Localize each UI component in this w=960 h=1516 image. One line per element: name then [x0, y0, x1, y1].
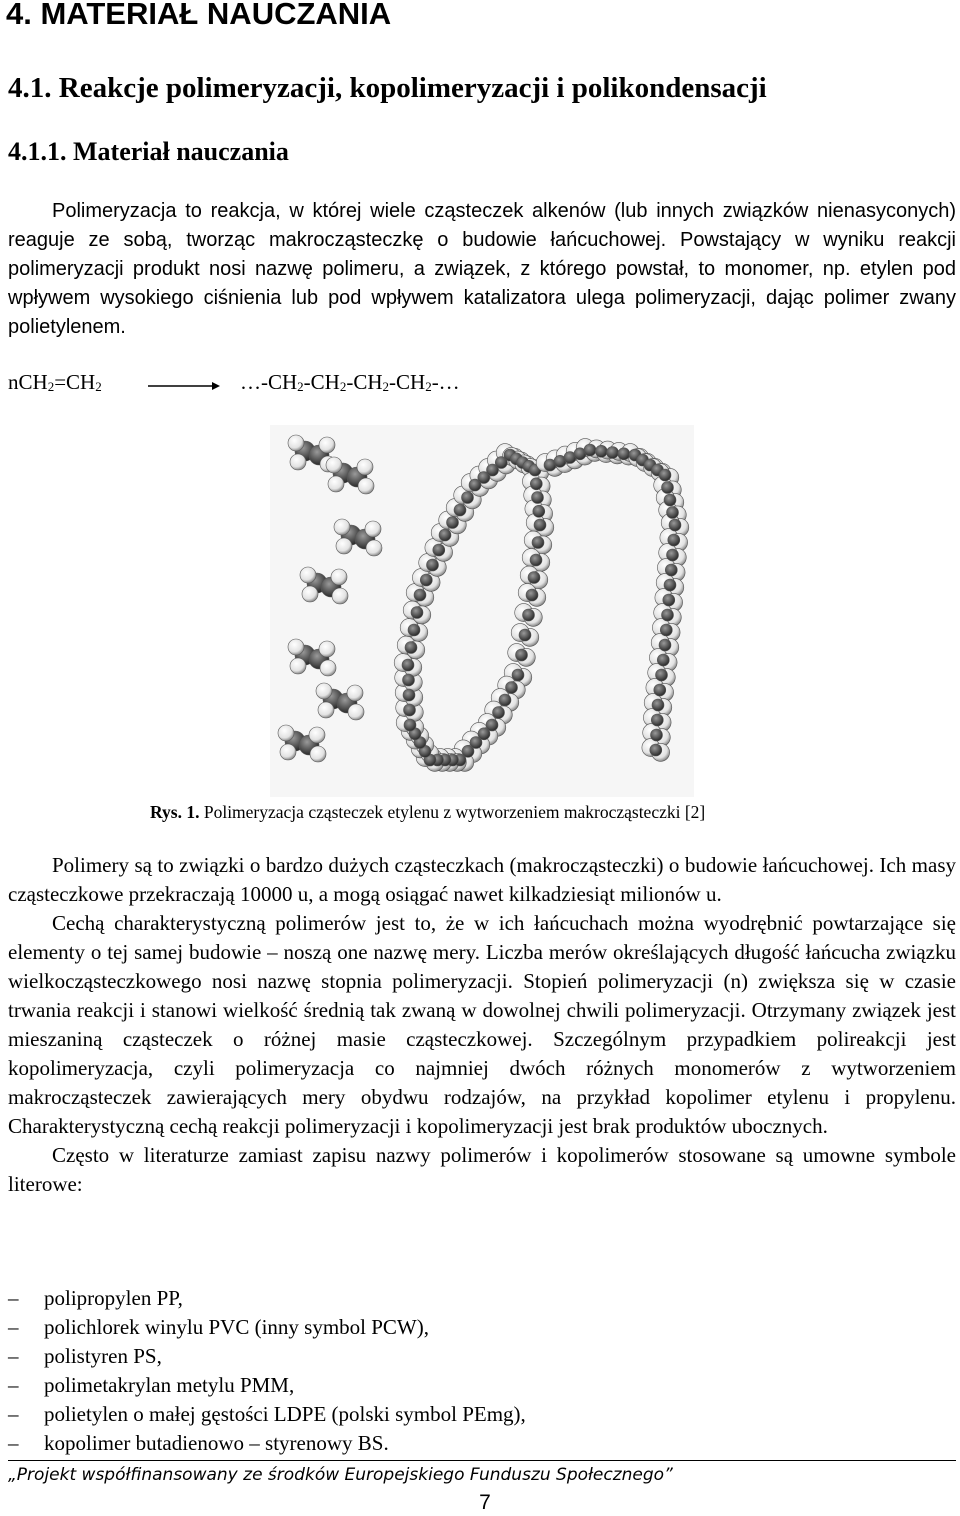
intro-text: Polimeryzacja to reakcja, w której wiele cząsteczek alkenów (lub innych związków nienasyconych) reaguje ze sobą, tworząc makrocząsteczkę o budowie łańcuchowej. Powstający w wyniku reakcji polimeryzacji produkt nosi nazwę polimeru, a związek, z którego powstał, to monomer, np. etylen pod wpływem wysokiego ciśnienia lub pod wpływem katalizatora ulega polimeryzacji, dając polimer zwany polietylenem. — [8, 200, 956, 338]
footer-divider — [8, 1460, 956, 1461]
list-item — [8, 1400, 526, 1429]
polymerization-equation — [8, 370, 568, 400]
subsection-heading: 4.1.1. Materiał nauczania — [8, 137, 289, 166]
product: $\dots-CH_2-CH_2-CH_2-CH_2-\dots$ — [240, 370, 460, 394]
body-text — [8, 851, 956, 1199]
section-heading: 4.1. Reakcje polimeryzacji, kopolimeryzacji i polikondensacji — [8, 72, 767, 104]
dash-bullet: – — [8, 1402, 19, 1426]
list-item-text: polipropylen PP, — [44, 1286, 183, 1310]
list-item-text: polietylen o małej gęstości LDPE (polski symbol PEmg), — [44, 1402, 526, 1426]
polymer-symbol-list — [8, 1284, 526, 1458]
dash-bullet: – — [8, 1431, 19, 1455]
paragraph-symbols: Często w literaturze zamiast zapisu nazwy polimerów i kopolimerów stosowane są umowne symbole literowe: — [8, 1143, 956, 1196]
list-item — [8, 1342, 526, 1371]
dash-bullet: – — [8, 1315, 19, 1339]
intro-paragraph — [8, 197, 956, 342]
list-item-text: polimetakrylan metylu PMM, — [44, 1373, 295, 1397]
chapter-heading: 4. MATERIAŁ NAUCZANIA — [6, 0, 392, 31]
list-item-text: polichlorek winylu PVC (inny symbol PCW), — [44, 1315, 429, 1339]
paragraph-polymers: Polimery są to związki o bardzo dużych cząsteczkach (makrocząsteczki) o budowie łańcuchowej. Ich masy cząsteczkowe przekraczają 10000 u, a mogą osiągać nawet kilkadziesiąt milionów u. — [8, 853, 956, 906]
list-item-text: kopolimer butadienowo – styrenowy BS. — [44, 1431, 389, 1455]
footer-project-note: „Projekt współfinansowany ze środków Europejskiego Funduszu Społecznego” — [8, 1465, 673, 1485]
paragraph-mers: Cechą charakterystyczną polimerów jest to, że w ich łańcuchach można wyodrębnić powtarzające się elementy o tej samej budowie – noszą one nazwę mery. Liczba merów określających długość łańcucha związku wielkocząsteczkowego nosi nazwę stopnia polimeryzacji. Stopień polimeryzacji (n) zwiększa się w czasie trwania reakcji i stanowi wielkość średnią tak zwaną w dowolnej chwili polimeryzacji. Otrzymany związek jest mieszaniną cząsteczek o różnej masie cząsteczkowej. Szczególnym przypadkiem polireakcji jest kopolimeryzacja, czyli polimeryzacja co najmniej dwóch różnych monomerów z wytworzeniem makrocząsteczek zawierających mery obydwu rodzajów, na przykład kopolimer etylenu i propylenu. Charakterystyczną cechą reakcji polimeryzacji i kopolimeryzacji jest brak produktów ubocznych. — [8, 911, 956, 1138]
dash-bullet: – — [8, 1286, 19, 1310]
reactant: $nCH_2=CH_2$ — [8, 370, 102, 394]
list-item — [8, 1429, 526, 1458]
dash-bullet: – — [8, 1373, 19, 1397]
ethylene-polymerization-figure — [270, 425, 694, 797]
page-number: 7 — [479, 1491, 491, 1514]
list-item — [8, 1284, 526, 1313]
list-item-text: polistyren PS, — [44, 1344, 162, 1368]
list-item — [8, 1313, 526, 1342]
figure-caption: Rys. 1. Polimeryzacja cząsteczek etylenu z wytworzeniem makrocząsteczki [2] — [150, 802, 706, 822]
list-item — [8, 1371, 526, 1400]
dash-bullet: – — [8, 1344, 19, 1368]
reaction-arrow-icon — [148, 380, 220, 392]
